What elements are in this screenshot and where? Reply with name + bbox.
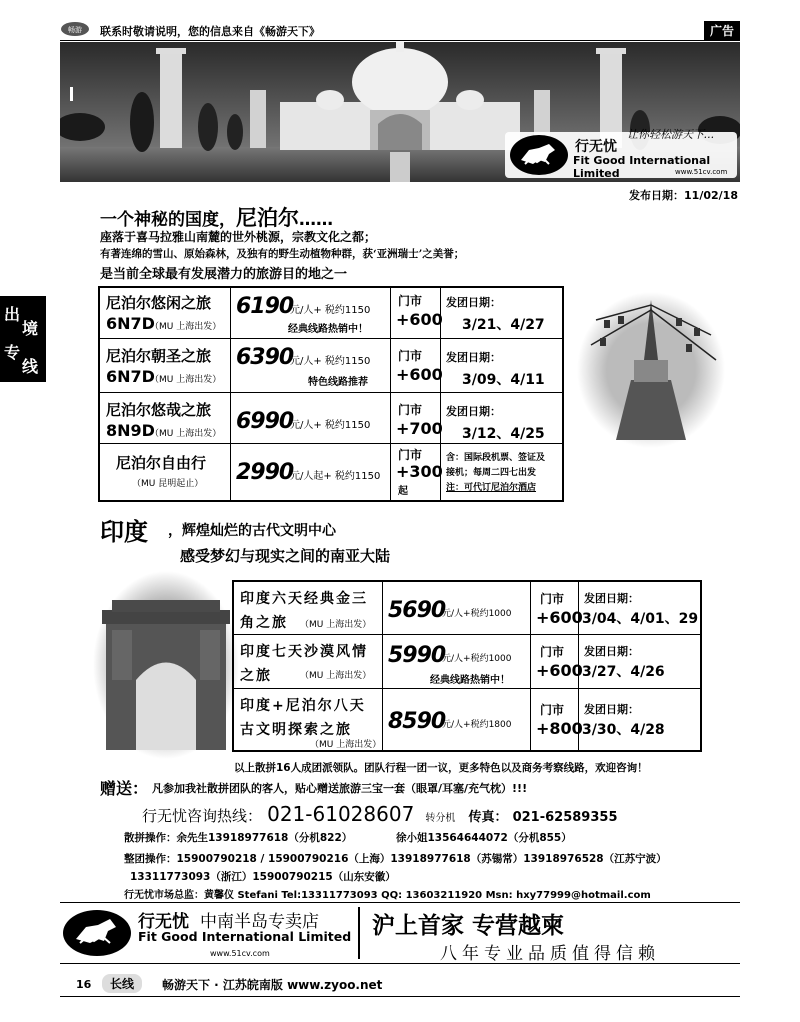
banner-brand-sub: 中南半岛专卖店 [200, 912, 319, 932]
dates: 3/09、4/11 [462, 372, 545, 388]
gate-price: +700 [396, 419, 443, 438]
nepal-line-2: 有著连绵的雪山、原始森林，及独有的野生动植物种群，获‘亚洲瑞士’之美誉； [100, 248, 465, 260]
brand-url: www.51cv.com [675, 168, 728, 176]
gate-price: +800 [536, 719, 583, 738]
stupa-illustration [576, 290, 726, 450]
route-price: 6190 [236, 294, 294, 319]
route-price-unit: 元/人+ 税约1150 [290, 356, 371, 367]
ops1-contact-b: 徐小姐13564644072（分机855） [395, 832, 572, 844]
route-name: 尼泊尔悠闲之旅 [106, 294, 212, 312]
free-note-1: 含：国际段机票、签证及 [446, 453, 546, 463]
dates: 3/21、4/27 [462, 317, 545, 333]
route-departure: （MU 上海出发） [300, 620, 372, 630]
nepal-row[interactable] [100, 288, 562, 338]
india-table [232, 580, 702, 752]
route-name: 尼泊尔朝圣之旅 [106, 347, 212, 365]
ad-badge: 广告 [704, 21, 740, 40]
nepal-headline-prefix: 一个神秘的国度， [100, 210, 236, 230]
india-row[interactable] [234, 635, 700, 688]
dates: 3/12、4/25 [462, 426, 545, 442]
side-tab-char: 专 [4, 343, 21, 362]
route-departure: （MU 昆明起止） [132, 479, 204, 489]
ops2-row [124, 851, 667, 866]
marketing-label: 行无忧市场总监： [124, 890, 204, 901]
banner-brand-en: Fit Good International Limited [138, 929, 352, 944]
date-label: 发团日期： [446, 405, 501, 418]
horse-logo-icon [62, 909, 132, 957]
page-footer [60, 972, 740, 997]
gift-label: 赠送： [100, 779, 149, 798]
route-price-unit: 元/人起+ 税约1150 [290, 471, 381, 482]
side-tab-char: 线 [22, 357, 39, 376]
gate-label: 门市 [540, 703, 565, 717]
gate-price: +600 [396, 365, 443, 384]
section-tag: 长线 [102, 974, 142, 993]
banner-slogan-2: 八年专业品质值得信赖 [440, 944, 660, 964]
date-label: 发团日期： [584, 703, 639, 716]
route-price-unit: 元/人+税约1000 [442, 654, 512, 664]
hero-image [60, 42, 740, 182]
header-notice: 联系时敬请说明，您的信息来自《畅游天下》 [100, 25, 320, 38]
ops2-label: 整团操作： [124, 853, 177, 865]
route-departure: （MU 上海出发） [150, 322, 222, 332]
india-title: 印度 [100, 518, 148, 546]
free-note-2: 接机；每周二四七出发 [446, 468, 537, 478]
gate-label: 门市 [540, 645, 565, 659]
nepal-row[interactable] [100, 444, 562, 500]
brand-badge [505, 128, 737, 180]
route-departure: （MU 上海出发） [150, 429, 222, 439]
dates: 3/30、4/28 [582, 722, 665, 738]
gate-label: 门市 [398, 403, 423, 417]
banner-slogan-1: 沪上首家 专营越柬 [372, 913, 565, 939]
date-label: 发团日期： [446, 351, 501, 364]
ops1-label: 散拼操作： [124, 832, 177, 844]
route-price: 5990 [388, 643, 446, 668]
brand-en: Fit Good International Limited [573, 154, 711, 180]
route-price-unit: 元/人+税约1000 [442, 609, 512, 619]
route-price-unit: 元/人+ 税约1150 [290, 305, 371, 316]
date-label: 发团日期： [584, 592, 639, 605]
route-price: 2990 [236, 460, 294, 485]
nepal-row[interactable] [100, 339, 562, 392]
india-row[interactable] [234, 582, 700, 634]
hotline-number[interactable]: 021-61028607 [267, 802, 415, 826]
nepal-table [98, 286, 564, 502]
route-code: 8N9D [106, 421, 155, 440]
route-name: 尼泊尔自由行 [116, 454, 207, 472]
route-name: 尼泊尔悠哉之旅 [106, 401, 212, 419]
india-gate-image [92, 570, 240, 760]
nepal-line-1: 座落于喜马拉雅山南麓的世外桃源，宗教文化之都； [100, 230, 377, 244]
route-price: 6990 [236, 409, 294, 434]
india-subtitle-2: 感受梦幻与现实之间的南亚大陆 [180, 547, 391, 565]
india-subtitle-1: ，辉煌灿烂的古代文明中心 [168, 523, 336, 539]
free-note-3: 注：可代订尼泊尔酒店 [446, 483, 537, 493]
route-price-unit: 元/人+税约1800 [442, 720, 512, 730]
side-tab [0, 296, 46, 382]
india-gate-illustration [92, 570, 240, 760]
route-code: 6N7D [106, 314, 155, 333]
gate-label: 门市 [398, 448, 423, 462]
hotline-row [142, 802, 618, 826]
gate-price: +600 [536, 608, 583, 627]
banner-brand-url: www.51cv.com [210, 949, 270, 958]
route-name-line-2: 古文明探索之旅 [240, 722, 352, 738]
route-price: 5690 [388, 598, 446, 623]
gate-price: +300 [396, 462, 443, 481]
page-number: 16 [76, 978, 92, 991]
group-note: 以上散拼16人成团派领队。团队行程一团一议，更多特色以及商务考察线路，欢迎咨询！ [234, 762, 648, 774]
route-name-line-1: 印度六天经典金三 [240, 591, 368, 607]
fax-label: 传真： [468, 810, 508, 825]
side-tab-char: 出 [4, 305, 21, 324]
ops1-contact-a: 余先生13918977618（分机822） [176, 832, 353, 844]
nepal-row[interactable] [100, 393, 562, 443]
date-label: 发团日期： [584, 645, 639, 658]
route-name-line-2: 角之旅 [240, 615, 288, 631]
ops1-row [124, 830, 572, 845]
publish-date: 发布日期：11/02/18 [629, 189, 738, 202]
route-price: 8590 [388, 709, 446, 734]
route-note: 特色线路推荐 [308, 377, 368, 388]
hotline-ext: 转分机 [425, 813, 456, 824]
dates: 3/27、4/26 [582, 664, 665, 680]
route-departure: （MU 上海出发） [310, 740, 382, 750]
gate-label: 门市 [398, 294, 423, 308]
india-row[interactable] [234, 689, 700, 750]
svg-text:畅游: 畅游 [68, 26, 82, 34]
gate-price: +600 [396, 310, 443, 329]
gate-label: 门市 [540, 592, 565, 606]
brand-slogan: 让你轻松游天下... [627, 128, 715, 141]
magazine-logo [60, 21, 90, 37]
bottom-banner [60, 902, 740, 964]
ops2-contact-a: 15900790218 / 15900790216（上海）13918977618（苏锡常）13918976528（江苏宁波） [176, 853, 667, 865]
nepal-headline-suffix: …… [299, 210, 333, 230]
header-bar [60, 20, 740, 41]
date-label: 发团日期： [446, 296, 501, 309]
gate-label: 门市 [398, 349, 423, 363]
route-code: 6N7D [106, 367, 155, 386]
route-price-unit: 元/人+ 税约1150 [290, 420, 371, 431]
marketing-contact: 黄馨仪 Stefani Tel:13311773093 QQ: 13603211920 Msn: hxy77999@hotmail.com [204, 890, 651, 901]
gate-price: +600 [536, 661, 583, 680]
nepal-headline-name: 尼泊尔 [236, 206, 299, 230]
route-price: 6390 [236, 345, 294, 370]
route-name-line-1: 印度+尼泊尔八天 [240, 698, 366, 714]
route-note: 经典线路热销中！ [430, 675, 510, 686]
hotline-label: 行无忧咨询热线： [142, 807, 263, 825]
side-tab-char: 境 [22, 319, 39, 338]
nepal-line-3: 是当前全球最有发展潜力的旅游目的地之一 [100, 267, 348, 282]
banner-brand-cn: 行无忧 [138, 912, 189, 932]
gift-text: 凡参加我社散拼团队的客人，贴心赠送旅游三宝一套（眼罩/耳塞/充气枕）!!! [152, 782, 528, 795]
route-departure: （MU 上海出发） [300, 671, 372, 681]
route-name-line-1: 印度七天沙漠风情 [240, 644, 368, 660]
magazine-credit: 畅游天下 · 江苏皖南版 www.zyoo.net [162, 978, 383, 992]
route-name-line-2: 之旅 [240, 668, 272, 684]
magazine-logo-icon [60, 21, 90, 37]
horse-logo-icon [509, 134, 569, 176]
marketing-row [124, 886, 651, 901]
route-note: 经典线路热销中！ [288, 324, 368, 335]
stupa-image [576, 290, 726, 450]
brand-cn: 行无忧 [575, 139, 617, 155]
gate-suffix: 起 [398, 486, 408, 497]
ops2-contact-b: 13311773093（浙江）15900790215（山东安徽） [130, 871, 396, 883]
fax-number[interactable]: 021-62589355 [512, 810, 618, 825]
dates: 3/04、4/01、29 [582, 611, 699, 627]
route-departure: （MU 上海出发） [150, 375, 222, 385]
